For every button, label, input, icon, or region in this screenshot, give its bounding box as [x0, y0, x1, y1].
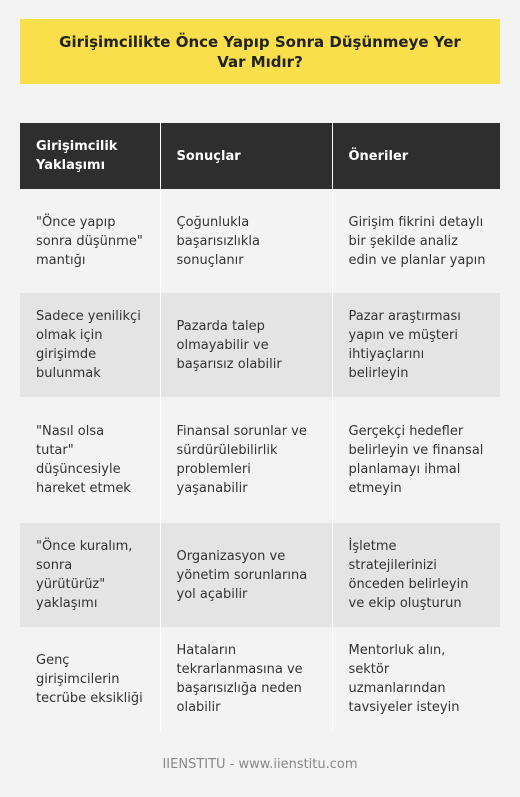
table-cell: "Önce yapıp sonra düşünme" mantığı	[20, 189, 160, 293]
table-row	[20, 293, 500, 397]
column-header-approach: Girişimcilik Yaklaşımı	[20, 123, 160, 189]
table-cell: Mentorluk alın, sektör uzmanlarından tavsiyeler isteyin	[332, 627, 500, 731]
table-cell: Girişim fikrini detaylı bir şekilde analiz edin ve planlar yapın	[332, 189, 500, 293]
table-cell: Pazar araştırması yapın ve müşteri ihtiyaçlarını belirleyin	[332, 293, 500, 397]
table-cell: Pazarda talep olmayabilir ve başarısız olabilir	[160, 293, 332, 397]
approach-table	[20, 123, 500, 731]
page-title: Girişimcilikte Önce Yapıp Sonra Düşünmeye Yer Var Mıdır?	[59, 32, 461, 71]
table-row	[20, 189, 500, 293]
table-row	[20, 627, 500, 731]
footer-credit: IIENSTITU - www.iienstitu.com	[162, 757, 358, 772]
table-row	[20, 523, 500, 627]
table-cell: Çoğunlukla başarısızlıkla sonuçlanır	[160, 189, 332, 293]
table-cell: Organizasyon ve yönetim sorunlarına yol açabilir	[160, 523, 332, 627]
table-cell: Finansal sorunlar ve sürdürülebilirlik problemleri yaşanabilir	[160, 397, 332, 523]
table-cell: İşletme stratejilerinizi önceden belirleyin ve ekip oluşturun	[332, 523, 500, 627]
table-cell: "Önce kuralım, sonra yürütürüz" yaklaşımı	[20, 523, 160, 627]
column-header-results: Sonuçlar	[160, 123, 332, 189]
table-row	[20, 397, 500, 523]
table-cell: Gerçekçi hedefler belirleyin ve finansal planlamayı ihmal etmeyin	[332, 397, 500, 523]
table-cell: Sadece yenilikçi olmak için girişimde bulunmak	[20, 293, 160, 397]
table-cell: Hataların tekrarlanmasına ve başarısızlığa neden olabilir	[160, 627, 332, 731]
title-banner	[20, 19, 500, 84]
table-cell: "Nasıl olsa tutar" düşüncesiyle hareket etmek	[20, 397, 160, 523]
table-header-row	[20, 123, 500, 189]
table-cell: Genç girişimcilerin tecrübe eksikliği	[20, 627, 160, 731]
column-header-suggestions: Öneriler	[332, 123, 500, 189]
